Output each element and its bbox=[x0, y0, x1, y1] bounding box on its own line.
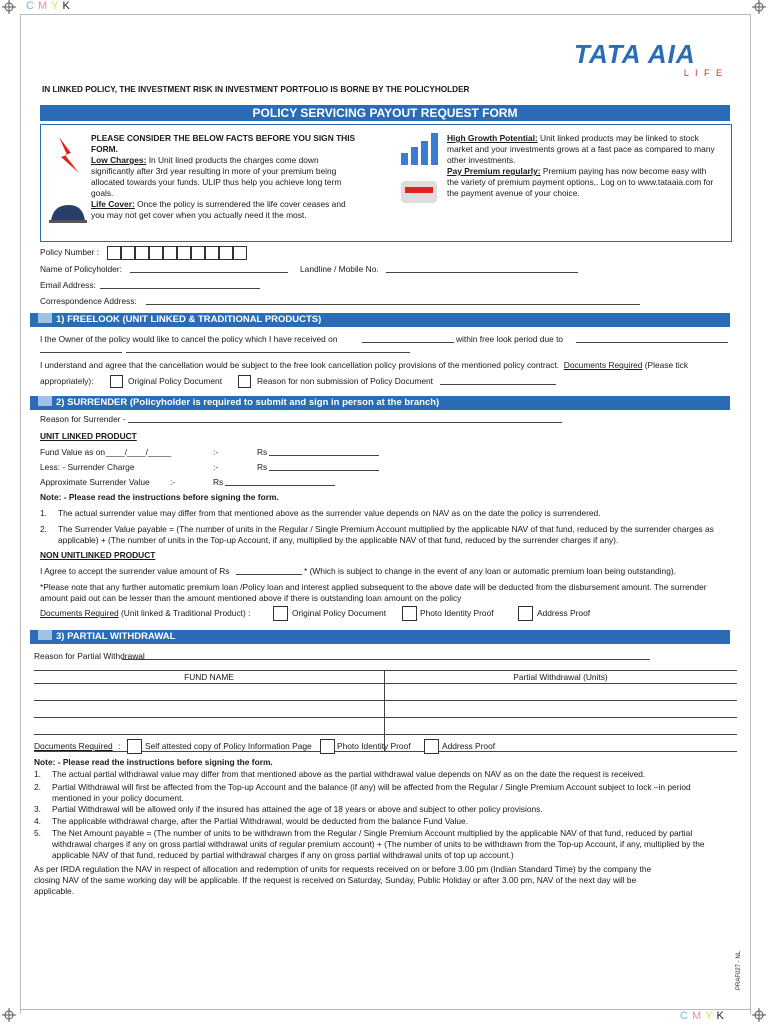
freelook-approp: appropriately): bbox=[40, 376, 94, 386]
cmyk-c: C bbox=[26, 0, 38, 12]
registration-mark bbox=[2, 0, 16, 14]
page-title: POLICY SERVICING PAYOUT REQUEST FORM bbox=[40, 105, 730, 121]
form-code: PRAF027 - NL bbox=[736, 950, 742, 990]
fund-name-header: FUND NAME bbox=[184, 672, 234, 682]
partial-heading: 3) PARTIAL WITHDRAWAL bbox=[56, 631, 176, 642]
surrender-note-1: The actual surrender value may differ from that mentioned above as the surrender value depends on NAV as on the date the policy is surrendered. bbox=[58, 508, 601, 518]
email-label: Email Address: bbox=[40, 280, 96, 290]
low-charges-text: In Unit lined products the charges come down significantly after 3rd year resulting in more of your premium being allocated towards your funds. ULIP thus help you achieve long term goals. bbox=[91, 155, 342, 198]
high-growth-label: High Growth Potential: bbox=[447, 133, 538, 143]
please-note: *Please note that any further automatic premium loan /Policy loan and interest applied subsequent to the above date will be deducted from the disbursement amount. The surrender amount paid out can be lesser than the amount mentioned above if there is outstanding loan amount on the policy bbox=[40, 582, 707, 603]
growth-chart-icon bbox=[397, 131, 443, 167]
surrender-docs-row bbox=[40, 608, 250, 619]
partial-units-header: Partial Withdrawal (Units) bbox=[513, 672, 608, 682]
landline-label: Landline / Mobile No. bbox=[300, 264, 379, 274]
partial-docs-label: Documents Required bbox=[34, 741, 113, 751]
surrender-note-1-num: 1. bbox=[40, 508, 47, 518]
surrender-photo-id-checkbox[interactable] bbox=[402, 606, 417, 621]
address-label: Correspondence Address: bbox=[40, 296, 137, 306]
agree-amount-field[interactable] bbox=[236, 574, 302, 575]
freelook-line1a: I the Owner of the policy would like to cancel the policy which I have received on bbox=[40, 334, 338, 344]
partial-note-1: The actual partial withdrawal value may differ from that mentioned above as the partial withdrawal value depends on NAV as on the date the request is received. bbox=[52, 769, 646, 779]
nul-head: NON UNITLINKED PRODUCT bbox=[40, 550, 156, 560]
partial-note-head: Note: - Please read the instructions before signing the form. bbox=[34, 757, 273, 767]
brand-name: TATA AIA bbox=[574, 39, 696, 69]
approx-value-field[interactable] bbox=[225, 485, 335, 486]
life-cover-text: Once the policy is surrendered the life cover ceases and you may not get cover when you actually need it the most. bbox=[91, 199, 346, 220]
surrender-original-doc-checkbox[interactable] bbox=[273, 606, 288, 621]
freelook-docs-suffix: (Please tick bbox=[642, 360, 689, 370]
agree-label: I Agree to accept the surrender value amount of Rs bbox=[40, 566, 230, 576]
freelook-original-doc-checkbox[interactable] bbox=[110, 375, 123, 388]
surrender-note-2-num: 2. bbox=[40, 524, 47, 534]
partial-note-2: Partial Withdrawal will first be affected from the Top-up Account and the balance (if any) will be affected from the Regular / Single Premium Account subject to lock –in period mentioned in your policy document. bbox=[52, 782, 691, 803]
received-date-field[interactable] bbox=[362, 342, 454, 343]
partial-opt3: Address Proof bbox=[442, 741, 496, 751]
partial-note-3-num: 3. bbox=[34, 804, 41, 814]
partial-reason-field[interactable] bbox=[122, 659, 650, 660]
partial-opt1: Self attested copy of Policy Information Page bbox=[145, 741, 312, 751]
partial-policy-page-checkbox[interactable] bbox=[127, 739, 142, 754]
approx-label: Approximate Surrender Value bbox=[40, 477, 150, 487]
registration-mark-right bbox=[752, 0, 766, 14]
partial-note-1-num: 1. bbox=[34, 769, 41, 779]
cmyk-k: K bbox=[62, 0, 74, 12]
surrender-docs-tail: (Unit linked & Traditional Product) : bbox=[118, 608, 251, 618]
partial-address-checkbox[interactable] bbox=[424, 739, 439, 754]
section-partial-header bbox=[30, 630, 730, 644]
freelook-reason-field-3[interactable] bbox=[126, 352, 410, 353]
approx-rs: Rs bbox=[213, 477, 224, 487]
cmyk-y-bottom: Y bbox=[705, 1010, 717, 1022]
registration-mark-bottom-left bbox=[2, 1008, 16, 1022]
freelook-opt1: Original Policy Document bbox=[128, 376, 223, 386]
surrender-opt2: Photo Identity Proof bbox=[420, 608, 494, 618]
section-freelook-header bbox=[30, 313, 730, 327]
policy-number-label: Policy Number : bbox=[40, 247, 100, 257]
tata-aia-logo bbox=[574, 40, 724, 78]
low-charges-label: Low Charges: bbox=[91, 155, 147, 165]
life-cover-label: Life Cover: bbox=[91, 199, 135, 209]
cmyk-k-bottom: K bbox=[716, 1010, 728, 1022]
freelook-line1b: within free look period due to bbox=[456, 334, 564, 344]
high-growth-text: Unit linked products may be linked to stock market and your investments grows at a fast pace as compared to many other investments. bbox=[447, 133, 715, 165]
fund-value-rs: Rs bbox=[257, 447, 268, 457]
table-row[interactable] bbox=[34, 734, 737, 735]
cmyk-m-bottom: M bbox=[691, 1010, 706, 1022]
partial-photo-id-checkbox[interactable] bbox=[320, 739, 335, 754]
name-label: Name of Policyholder: bbox=[40, 264, 122, 274]
partial-note-4-num: 4. bbox=[34, 816, 41, 826]
less-rs: Rs bbox=[257, 462, 268, 472]
registration-mark-bottom-right bbox=[752, 1008, 766, 1022]
facts-box bbox=[40, 124, 732, 242]
pay-premium-label: Pay Premium regularly: bbox=[447, 166, 541, 176]
partial-note-4: The applicable withdrawal charge, after the Partial Withdrawal, would be deducted from the balance Fund Value. bbox=[52, 816, 469, 826]
freelook-reason-field[interactable] bbox=[576, 342, 728, 343]
facts-left bbox=[91, 133, 356, 221]
less-sep: :- bbox=[213, 462, 219, 472]
irda-note: As per IRDA regulation the NAV in respect of allocation and redemption of units for requests received on or before 3.00 pm (Indian Standard Time) by the company the closing NAV of the same working day will be applicable. If the request is received on Saturday, Sunday, Public Holiday or after 3.00 pm, NAV of the next day will be applicable. bbox=[34, 864, 652, 896]
surrender-docs-label: Documents Required bbox=[40, 608, 119, 618]
approx-sep: :- bbox=[170, 477, 176, 487]
partial-reason-label: Reason for Partial Withdrawal bbox=[34, 651, 145, 661]
partial-docs-colon: : bbox=[118, 741, 121, 751]
freelook-line2: I understand and agree that the cancellation would be subject to the free look cancellation policy provisions of the mentioned policy contract. bbox=[40, 360, 560, 370]
less-label: Less: - Surrender Charge bbox=[40, 462, 135, 472]
freelook-docs-label: Documents Required bbox=[563, 360, 643, 370]
landline-field[interactable] bbox=[386, 272, 578, 273]
cmyk-strip-bottom bbox=[680, 1010, 728, 1022]
fund-value-field[interactable] bbox=[269, 455, 379, 456]
fund-value-label: Fund Value as on bbox=[40, 447, 106, 457]
surrender-address-checkbox[interactable] bbox=[518, 606, 533, 621]
facts-right bbox=[447, 133, 717, 199]
non-submission-reason-field[interactable] bbox=[440, 384, 556, 385]
surrender-heading: 2) SURRENDER (Policyholder is required to submit and sign in person at the branch) bbox=[56, 397, 440, 408]
policy-number-boxes[interactable] bbox=[107, 246, 247, 259]
partial-note-3: Partial Withdrawal will be allowed only if the insured has attained the age of 18 years or above and subject to other policy provisions. bbox=[52, 804, 543, 814]
freelook-opt2: Reason for non submission of Policy Document bbox=[257, 376, 433, 386]
agree-tail: * (Which is subject to change in the event of any loan or automatic premium loan being outstanding). bbox=[304, 566, 676, 576]
email-field[interactable] bbox=[100, 288, 260, 289]
brand-sub: L I F E bbox=[683, 68, 724, 78]
surrender-opt3: Address Proof bbox=[537, 608, 591, 618]
surrender-note-head: Note: - Please read the instructions before signing the form. bbox=[40, 492, 279, 502]
freelook-reason-checkbox[interactable] bbox=[238, 375, 251, 388]
surrender-note-2: The Surrender Value payable = (The number of units in the Regular / Single Premium Account multiplied by the applicable NAV of that fund, reduced by the surrender charges as applicable) + (The number of units in the Top-up Account, if any, multiplied by the applicable NAV of that fund, reduced by the surrender charges if any). bbox=[58, 524, 714, 545]
helmet-icon bbox=[47, 201, 87, 225]
table-row[interactable] bbox=[34, 700, 737, 701]
fund-value-date[interactable]: ____/____/_____ bbox=[106, 447, 172, 457]
surrender-charge-field[interactable] bbox=[269, 470, 379, 471]
partial-note-5: The Net Amount payable = (The number of units to be withdrawn from the Regular / Single Premium Account multiplied by the applicable NAV of that fund, reduced by partial withdrawal charges if any on gross partial withdrawal units of regular premium account) + (The number of units to be withdrawn from the Top-up Account, if any, multiplied by the applicable NAV of that fund, reduced by partial withdrawal charges if any on gross partial withdrawal units of top up account.) bbox=[52, 828, 705, 860]
payment-icon bbox=[397, 173, 443, 209]
name-field[interactable] bbox=[130, 272, 288, 273]
cmyk-y: Y bbox=[51, 0, 63, 12]
cmyk-c-bottom: C bbox=[680, 1010, 692, 1022]
cmyk-strip bbox=[26, 0, 74, 12]
partial-opt2: Photo Identity Proof bbox=[337, 741, 411, 751]
partial-note-5-num: 5. bbox=[34, 828, 41, 838]
surrender-reason-field[interactable] bbox=[128, 422, 562, 423]
freelook-heading: 1) FREELOOK (UNIT LINKED & TRADITIONAL PRODUCTS) bbox=[56, 314, 322, 325]
fund-value-sep: :- bbox=[213, 447, 219, 457]
cmyk-m: M bbox=[37, 0, 52, 12]
section-surrender-header bbox=[30, 396, 730, 410]
lightning-icon bbox=[55, 137, 81, 175]
address-field[interactable] bbox=[146, 304, 640, 305]
partial-note-2-num: 2. bbox=[34, 782, 41, 792]
surrender-opt1: Original Policy Document bbox=[292, 608, 387, 618]
ul-head: UNIT LINKED PRODUCT bbox=[40, 431, 137, 441]
freelook-line2-row bbox=[40, 360, 688, 371]
freelook-reason-field-2[interactable] bbox=[40, 352, 122, 353]
pay-premium-text: Premium paying has now become easy with the variety of premium payment options,. Log on to www.tataaia.com for the payment avenue of your choice. bbox=[447, 166, 714, 198]
table-row[interactable] bbox=[34, 717, 737, 718]
facts-heading: PLEASE CONSIDER THE BELOW FACTS BEFORE YOU SIGN THIS FORM. bbox=[91, 133, 356, 154]
surrender-reason-label: Reason for Surrender - bbox=[40, 414, 126, 424]
risk-note: IN LINKED POLICY, THE INVESTMENT RISK IN INVESTMENT PORTFOLIO IS BORNE BY THE POLICYHOLDER bbox=[42, 85, 470, 94]
